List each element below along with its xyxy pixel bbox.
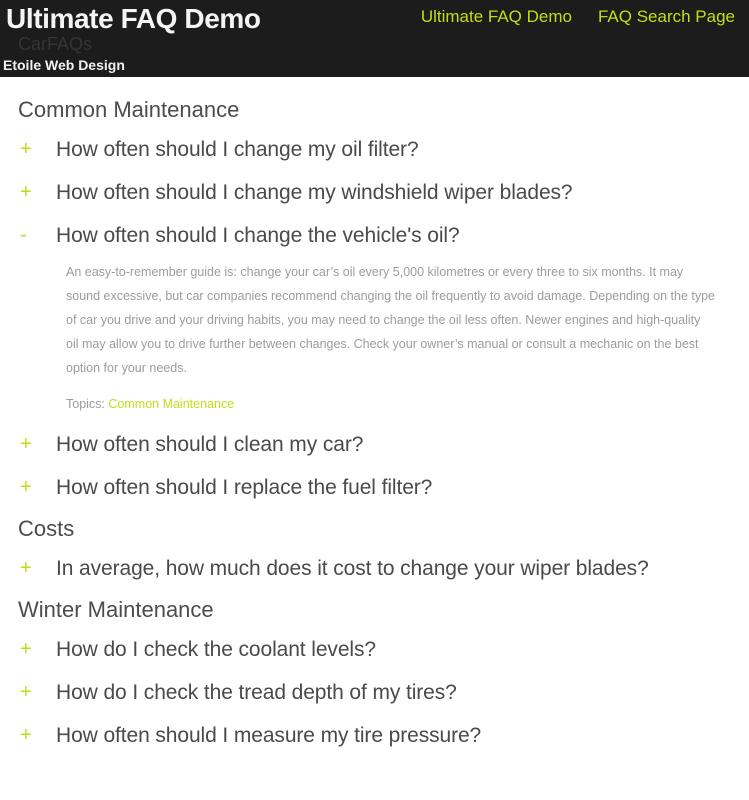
nav-link-faq-search-page[interactable]: FAQ Search Page [597, 7, 735, 26]
faq-answer-block [0, 250, 716, 416]
faq-section [0, 509, 749, 590]
faq-question-text[interactable]: How often should I change my windshield wiper blades? [56, 181, 573, 204]
faq-section [0, 590, 749, 757]
expand-plus-icon[interactable]: + [20, 638, 32, 660]
faq-question-row[interactable] [0, 178, 749, 207]
faq-section [0, 90, 749, 509]
brand-block [6, 2, 261, 36]
expand-plus-icon[interactable]: + [20, 138, 32, 160]
faq-question-text[interactable]: In average, how much does it cost to change your wiper blades? [56, 557, 649, 580]
faq-question-row[interactable] [0, 135, 749, 164]
faq-list [0, 547, 749, 590]
section-heading: Winter Maintenance [18, 597, 214, 622]
faq-question-text[interactable]: How do I check the coolant levels? [56, 638, 376, 661]
page-title: Ultimate FAQ Demo [6, 3, 261, 34]
collapse-minus-icon[interactable]: - [20, 224, 27, 246]
faq-question-row[interactable] [0, 430, 749, 459]
faq-question-text[interactable]: How do I check the tread depth of my tires? [56, 681, 457, 704]
site-subtitle: CarFAQs [18, 34, 93, 54]
faq-item [0, 714, 749, 757]
section-heading: Common Maintenance [18, 97, 240, 122]
faq-item [0, 128, 749, 171]
faq-question-text[interactable]: How often should I change the vehicle's oil? [56, 224, 460, 247]
expand-plus-icon[interactable]: + [20, 476, 32, 498]
faq-list [0, 628, 749, 757]
faq-question-text[interactable]: How often should I measure my tire pressure? [56, 724, 482, 747]
expand-plus-icon[interactable]: + [20, 181, 32, 203]
faq-question-text[interactable]: How often should I change my oil filter? [56, 138, 419, 161]
expand-plus-icon[interactable]: + [20, 681, 32, 703]
main-nav [421, 6, 735, 28]
faq-body [0, 78, 749, 757]
faq-topics-row [66, 394, 716, 414]
site-byline: Etoile Web Design [3, 57, 125, 73]
topic-link[interactable]: Common Maintenance [108, 397, 235, 411]
faq-question-row[interactable] [0, 678, 749, 707]
faq-answer-text: An easy-to-remember guide is: change your car’s oil every 5,000 kilometres or every three to six months. It may sound excessive, but car companies recommend changing the oil frequently to avoid damage. Depending on the type of car you drive and your driving habits, you may need to change the oil less often. Newer engines and high-quality oil may allow you to drive further between changes. Check your owner’s manual or consult a mechanic on the best option for your needs. [66, 265, 716, 375]
site-header [0, 0, 749, 78]
faq-item [0, 171, 749, 214]
faq-item [0, 547, 749, 590]
faq-question-row[interactable] [0, 635, 749, 664]
faq-question-text[interactable]: How often should I clean my car? [56, 433, 364, 456]
nav-link-ultimate-faq-demo[interactable]: Ultimate FAQ Demo [420, 7, 572, 26]
topics-label: Topics: [66, 397, 105, 411]
expand-plus-icon[interactable]: + [20, 433, 32, 455]
faq-question-row[interactable] [0, 554, 749, 583]
faq-question-row[interactable] [0, 721, 749, 750]
section-heading: Costs [18, 516, 75, 541]
faq-question-row[interactable] [0, 221, 749, 250]
faq-question-row[interactable] [0, 473, 749, 502]
faq-item [0, 671, 749, 714]
expand-plus-icon[interactable]: + [20, 724, 32, 746]
faq-item [0, 466, 749, 509]
faq-item [0, 423, 749, 466]
faq-item [0, 628, 749, 671]
faq-sections [0, 90, 749, 757]
expand-plus-icon[interactable]: + [20, 557, 32, 579]
faq-list [0, 128, 749, 509]
faq-question-text[interactable]: How often should I replace the fuel filter? [56, 476, 433, 499]
faq-item [0, 214, 749, 423]
